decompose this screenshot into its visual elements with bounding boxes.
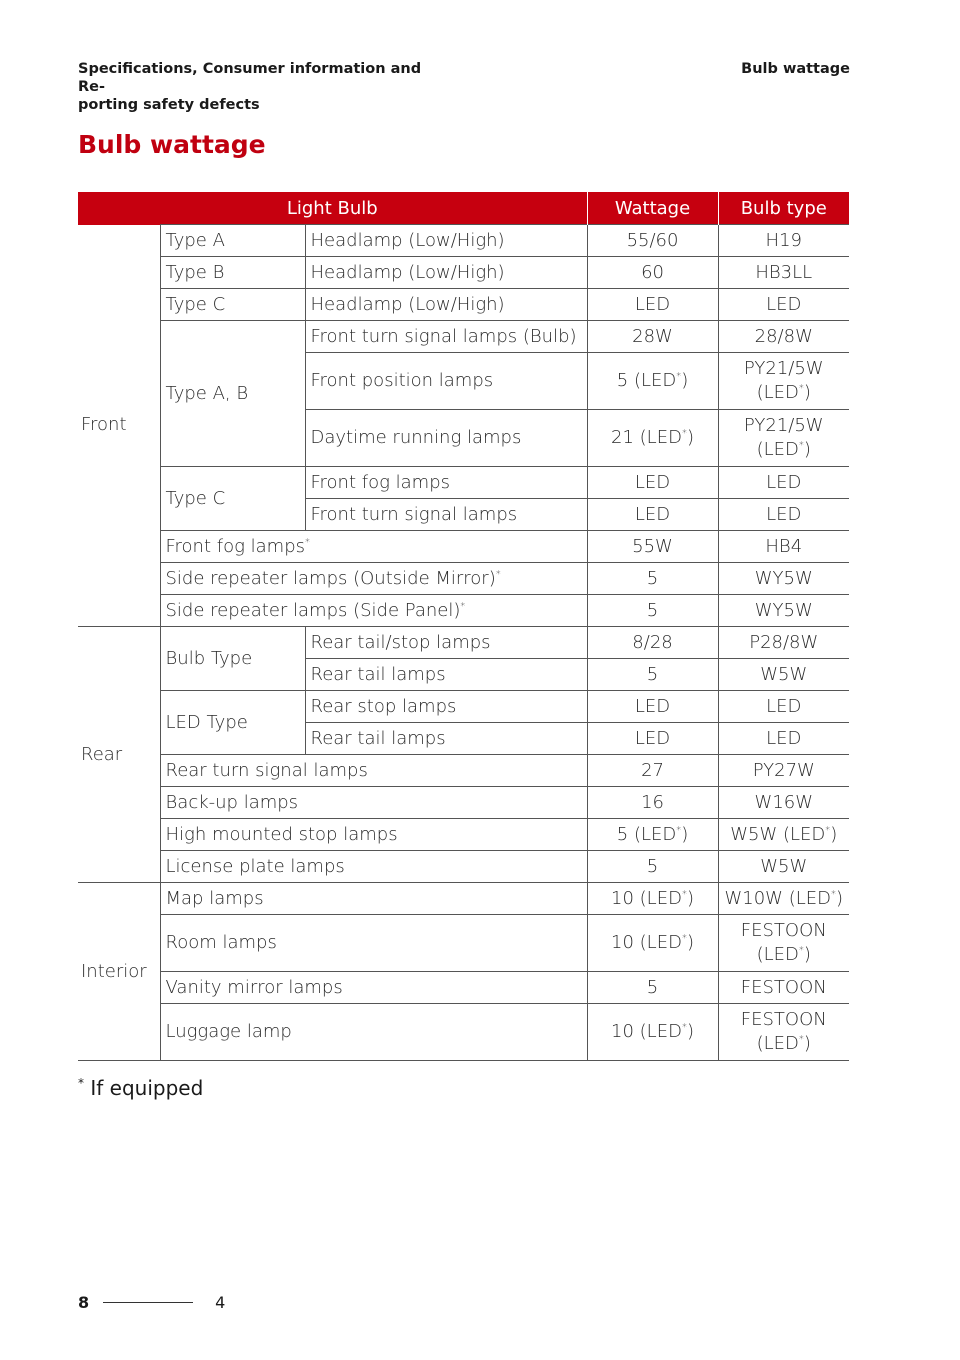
footnote-mark: * — [798, 945, 804, 956]
lamp-name: High mounted stop lamps — [160, 819, 587, 851]
footnote-mark: * — [676, 824, 682, 836]
table-row — [78, 972, 849, 1004]
wattage-cell: 8/28 — [587, 627, 718, 659]
group-label-front: Front — [81, 414, 127, 436]
footnote-mark: * — [825, 824, 831, 836]
table-row — [78, 627, 849, 659]
table-row — [78, 755, 849, 787]
table-row — [78, 321, 849, 353]
lamp-name: Headlamp (Low/High) — [305, 225, 587, 257]
bulb-type-cell: PY21/5W (LED*) — [718, 410, 849, 467]
lamp-name: Rear stop lamps — [305, 691, 587, 723]
footnote-mark: * — [78, 1076, 84, 1090]
footnote-mark: * — [798, 1034, 804, 1045]
wattage-cell: 55W — [587, 531, 718, 563]
bulb-type-cell: LED — [718, 499, 849, 531]
wattage-cell: 10 (LED*) — [587, 1004, 718, 1061]
wattage-cell: 10 (LED*) — [587, 883, 718, 915]
bulb-type-cell: FESTOON — [718, 972, 849, 1004]
wattage-cell: LED — [587, 723, 718, 755]
bulb-type-cell: W16W — [718, 787, 849, 819]
lamp-name: Luggage lamp — [160, 1004, 587, 1061]
bulb-type-cell: W5W — [718, 659, 849, 691]
lamp-name: License plate lamps — [160, 851, 587, 883]
running-header-line-1: Specifications, Consumer information and Re- — [78, 61, 422, 95]
bulb-type-cell: LED — [718, 467, 849, 499]
wattage-cell: 5 — [587, 563, 718, 595]
wattage-cell: 27 — [587, 755, 718, 787]
wattage-cell: 28W — [587, 321, 718, 353]
table-row — [78, 225, 849, 257]
table-row — [78, 531, 849, 563]
lamp-name: Side repeater lamps (Outside Mirror)* — [160, 563, 587, 595]
section-number: 8 — [78, 1293, 90, 1312]
footnote-mark: * — [798, 383, 804, 394]
footnote-mark: * — [681, 888, 687, 900]
group-label-rear: Rear — [78, 627, 160, 883]
wattage-cell: 5 (LED*) — [587, 819, 718, 851]
wattage-cell: 5 — [587, 972, 718, 1004]
type-label: LED Type — [160, 691, 305, 755]
wattage-cell: 5 — [587, 659, 718, 691]
front-group — [78, 225, 849, 627]
page-title: Bulb wattage — [78, 130, 266, 159]
wattage-cell: 60 — [587, 257, 718, 289]
type-label: Type A — [160, 225, 305, 257]
wattage-cell: LED — [587, 691, 718, 723]
type-label: Type B — [160, 257, 305, 289]
bulb-type-cell: LED — [718, 723, 849, 755]
lamp-name: Side repeater lamps (Side Panel)* — [160, 595, 587, 627]
bulb-wattage-table — [78, 192, 849, 1061]
lamp-name: Front fog lamps — [305, 467, 587, 499]
table-row — [78, 883, 849, 915]
table-row — [78, 915, 849, 972]
wattage-cell: LED — [587, 289, 718, 321]
bulb-type-cell: LED — [718, 289, 849, 321]
col-header-wattage: Wattage — [587, 192, 718, 225]
type-label: Bulb Type — [160, 627, 305, 691]
group-label-interior: Interior — [78, 883, 160, 1061]
bulb-type-cell: H19 — [718, 225, 849, 257]
table-row — [78, 851, 849, 883]
bulb-type-cell: PY27W — [718, 755, 849, 787]
footnote-mark: * — [681, 933, 687, 944]
bulb-type-cell: HB3LL — [718, 257, 849, 289]
lamp-name: Back-up lamps — [160, 787, 587, 819]
table-row — [78, 467, 849, 499]
bulb-type-cell: W5W (LED*) — [718, 819, 849, 851]
footnote-mark: * — [305, 536, 310, 548]
type-label: Type A, B — [160, 321, 305, 467]
lamp-name: Front position lamps — [305, 353, 587, 410]
lamp-name: Rear tail lamps — [305, 659, 587, 691]
table-row — [78, 257, 849, 289]
table-row — [78, 595, 849, 627]
footnote-text: If equipped — [84, 1076, 204, 1100]
lamp-name: Rear tail lamps — [305, 723, 587, 755]
footnote-mark: * — [676, 371, 682, 382]
table-row — [78, 289, 849, 321]
col-header-bulb-type: Bulb type — [718, 192, 849, 225]
wattage-cell: 5 — [587, 851, 718, 883]
bulb-type-cell: W10W (LED*) — [718, 883, 849, 915]
bulb-type-cell: WY5W — [718, 595, 849, 627]
running-header-line-2: porting safety defects — [78, 97, 260, 113]
lamp-name: Headlamp (Low/High) — [305, 289, 587, 321]
bulb-type-cell: FESTOON (LED*) — [718, 1004, 849, 1061]
lamp-name: Rear turn signal lamps — [160, 755, 587, 787]
wattage-cell: 55/60 — [587, 225, 718, 257]
table-row — [78, 691, 849, 723]
wattage-cell: 16 — [587, 787, 718, 819]
table-header-row — [78, 192, 849, 225]
wattage-cell: 5 — [587, 595, 718, 627]
bulb-type-cell: P28/8W — [718, 627, 849, 659]
lamp-name: Rear tail/stop lamps — [305, 627, 587, 659]
running-header-topic: Bulb wattage — [741, 61, 850, 77]
col-header-light-bulb: Light Bulb — [78, 192, 587, 225]
footnote-mark: * — [460, 600, 466, 612]
footnote-mark: * — [798, 440, 804, 451]
type-label: Type C — [160, 467, 305, 531]
bulb-type-cell: FESTOON (LED*) — [718, 915, 849, 972]
lamp-name: Map lamps — [160, 883, 587, 915]
lamp-name: Vanity mirror lamps — [160, 972, 587, 1004]
lamp-name: Headlamp (Low/High) — [305, 257, 587, 289]
type-label: Type C — [160, 289, 305, 321]
rear-group — [78, 627, 849, 883]
table-row — [78, 787, 849, 819]
footer-divider — [103, 1302, 193, 1303]
footnote-mark: * — [681, 1022, 687, 1033]
bulb-type-cell: 28/8W — [718, 321, 849, 353]
footnote — [78, 1076, 203, 1100]
lamp-name: Front fog lamps* — [160, 531, 587, 563]
table-row — [78, 1004, 849, 1061]
page-footer — [78, 1293, 225, 1312]
lamp-name: Room lamps — [160, 915, 587, 972]
lamp-name: Front turn signal lamps (Bulb) — [305, 321, 587, 353]
running-header-section — [78, 60, 438, 114]
wattage-cell: 10 (LED*) — [587, 915, 718, 972]
wattage-cell: LED — [587, 467, 718, 499]
bulb-type-cell: HB4 — [718, 531, 849, 563]
footnote-mark: * — [495, 568, 501, 580]
footnote-mark: * — [831, 888, 836, 900]
wattage-cell: LED — [587, 499, 718, 531]
wattage-cell: 5 (LED*) — [587, 353, 718, 410]
bulb-type-cell: LED — [718, 691, 849, 723]
interior-group — [78, 883, 849, 1061]
bulb-type-cell: PY21/5W (LED*) — [718, 353, 849, 410]
table-row — [78, 563, 849, 595]
bulb-type-cell: W5W — [718, 851, 849, 883]
page-number: 4 — [215, 1293, 226, 1312]
lamp-name: Daytime running lamps — [305, 410, 587, 467]
lamp-name: Front turn signal lamps — [305, 499, 587, 531]
wattage-cell: 21 (LED*) — [587, 410, 718, 467]
table-row — [78, 819, 849, 851]
footnote-mark: * — [681, 428, 687, 439]
bulb-type-cell: WY5W — [718, 563, 849, 595]
